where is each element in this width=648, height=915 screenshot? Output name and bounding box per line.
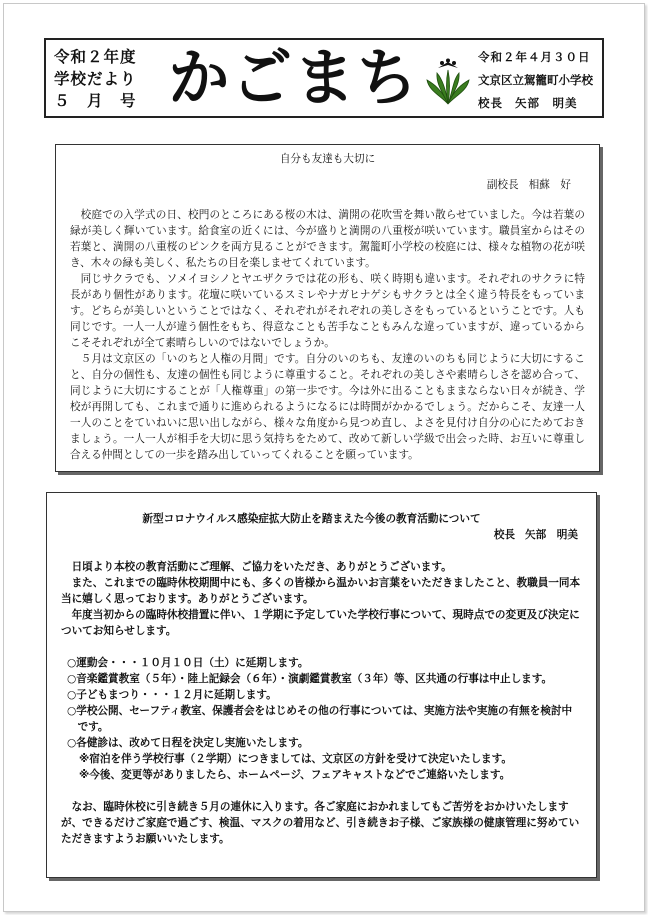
- article-title: 自分も友達も大切に: [279, 153, 376, 165]
- article-paragraph: ５月は文京区の「いのちと人権の月間」です。自分のいのちも、友達のいのちも同じように大切にすること、自分の個性も、友達の個性も同じように尊重すること。それぞれの美しさや素晴らしさを認め合って、同じように大切にすることが「人権尊重」の第一歩です。今は外に出ることもままならない日々が続き、学校が再開しても、これまで通りに進められるようになるには時間がかかるでしょう。だからこそ、友達一人一人のことをていねいに思い出しながら、様々な角度から見つめ直し、よさを見付け自分の心にためておきましょう。一人一人が相手を大切に思う気持ちをためて、改めて新しい学級で出会った時、お互いに尊重し合える仲間としての一歩を踏み出していってくれることを願っています。: [70, 353, 585, 461]
- notice-note: ※今後、変更等がありましたら、ホームページ、フェアキャストなどでご連絡いたします。: [79, 769, 511, 781]
- newsletter-header: [44, 38, 604, 118]
- notice-paragraph: 日頃より本校の教育活動にご理解、ご協力をいただき、ありがとうございます。: [71, 561, 452, 573]
- notice-paragraph: 年度当初からの臨時休校措置に伴い、１学期に予定していた学校行事について、現時点での変更及び決定についてお知らせします。: [61, 609, 580, 637]
- notice-closing: なお、臨時休校に引き続き５月の連休に入ります。各ご家庭におかれましてもご苦労をおかけいたしますが、できるだけご家庭で過ごす、検温、マスクの着用など、引き続きお子様、ご家族様の健康管理に努めていただきますようお願いいたします。: [61, 801, 580, 845]
- principal-role: 校長: [478, 96, 503, 110]
- article-principal-notice: [46, 492, 597, 878]
- principal-line: [478, 92, 602, 115]
- notice-title: 新型コロナウイルス感染症拡大防止を踏まえた今後の教育活動について: [142, 513, 481, 525]
- author-role: 副校長: [486, 179, 519, 191]
- notice-item: ○学校公開、セーフティ教室、保護者会をはじめその他の行事については、実施方法や実施の有無を検討中です。: [67, 705, 573, 733]
- article-paragraph: 同じサクラでも、ソメイヨシノとヤエザクラでは花の形も、咲く時期も違います。それぞれのサクラに特長があり個性があります。花壇に咲いているスミレやナガヒナゲシもサクラとは全く違う特長をもっています。どちらが美しいということではなく、それぞれがそれぞれの美しさをもっているということです。人も同じです。一人一人が違う個性をもち、得意なことも苦手なこともみんな違っていますが、違っているからこそそれぞれが全て素晴らしいのではないでしょうか。: [70, 273, 585, 349]
- issue-month: ５ 月 号: [54, 92, 137, 110]
- school-info: [478, 46, 602, 115]
- notice-note: ※宿泊を伴う学校行事（２学期）につきましては、文京区の方針を受けて決定いたします。: [79, 753, 512, 765]
- article-vice-principal: [55, 144, 600, 472]
- notice-item: ○音楽鑑賞教室（５年）・陸上記録会（６年）・演劇鑑賞教室（３年）等、区共通の行事は中止します。: [67, 673, 553, 685]
- principal-name: 矢部 明美: [515, 96, 578, 110]
- notice-item: ○子どもまつり・・・１２月に延期します。: [67, 689, 277, 701]
- issue-type: 学校だより: [54, 70, 137, 88]
- article-author: [70, 177, 571, 193]
- author-name: 相蘇 好: [528, 179, 571, 191]
- notice-item: ○運動会・・・１０月１０日（土）に延期します。: [67, 657, 309, 669]
- author-role: 校長: [493, 529, 516, 541]
- notice-item: ○各健診は、改めて日程を決定し実施いたします。: [67, 737, 309, 749]
- school-name: 文京区立駕籠町小学校: [478, 73, 593, 87]
- issue-info: [54, 46, 154, 112]
- school-emblem-icon: [424, 58, 472, 108]
- issue-year: 令和２年度: [54, 48, 137, 66]
- author-name: 矢部 明美: [525, 529, 578, 541]
- notice-author: [61, 527, 578, 543]
- notice-paragraph: また、これまでの臨時休校期間中にも、多くの皆様から温かいお言葉をいただきましたこと、教職員一同本当に嬉しく思っております。ありがとうございます。: [61, 577, 581, 605]
- article-paragraph: 校庭での入学式の日、校門のところにある桜の木は、満開の花吹雪を舞い散らせていました。今は若葉の緑が美しく輝いています。給食室の近くには、今が盛りと満開の八重桜が咲いています。職員室からはその若葉と、満開の八重桜のピンクを両方見ることができます。駕籠町小学校の校庭には、様々な植物の花が咲き、木々の緑も美しく、私たちの目を楽しませてくれています。: [70, 209, 585, 269]
- newsletter-title: かごまち: [168, 41, 420, 114]
- issue-date: 令和２年４月３０日: [478, 50, 591, 64]
